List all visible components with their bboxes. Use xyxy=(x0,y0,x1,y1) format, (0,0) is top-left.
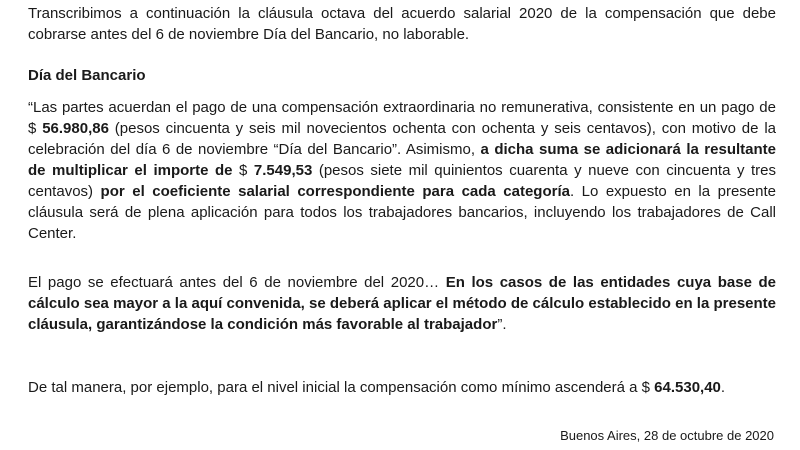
example-amount: 64.530,40 xyxy=(654,379,721,396)
payment-text-2: ”. xyxy=(497,316,507,333)
document-date: Buenos Aires, 28 de octubre de 2020 xyxy=(560,428,774,443)
clause-text-5: . Lo expuesto en la presente cláusula será de plena aplicación para todos los trabajadores bancarios, incluyendo los trabajadores de Call Center. xyxy=(28,183,776,242)
clause-bold-2: por el coeficiente salarial correspondiente para cada categoría xyxy=(100,183,570,200)
clause-paragraph xyxy=(28,97,776,244)
payment-text-1: El pago se efectuará antes del 6 de noviembre del 2020… xyxy=(28,274,446,291)
payment-bold: En los casos de las entidades cuya base de cálculo sea mayor a la aquí convenida, se deberá aplicar el método de cálculo establecido en la presente cláusula, garantizándose la condición más favorable al trabajador xyxy=(28,274,776,333)
intro-paragraph xyxy=(28,3,776,45)
clause-text-2: (pesos cincuenta y seis mil novecientos ochenta con ochenta y seis centavos), con motivo de la celebración del día 6 de noviembre “Día del Bancario”. Asimismo, xyxy=(28,120,776,158)
example-text-1: De tal manera, por ejemplo, para el nivel inicial la compensación como mínimo ascenderá a $ xyxy=(28,379,655,396)
clause-text-1: “Las partes acuerdan el pago de una compensación extraordinaria no remunerativa, consistente en un pago de $ xyxy=(28,99,776,137)
clause-text-3: $ xyxy=(232,162,254,179)
payment-paragraph xyxy=(28,272,776,335)
clause-text-4: (pesos siete mil quinientos cuarenta y nueve con cincuenta y tres centavos) xyxy=(28,162,776,200)
example-paragraph xyxy=(28,377,776,398)
section-title: Día del Bancario xyxy=(28,67,146,84)
example-text-2: . xyxy=(720,379,726,396)
intro-text: Transcribimos a continuación la cláusula octava del acuerdo salarial 2020 de la compensación que debe cobrarse antes del 6 de noviembre Día del Bancario, no laborable. xyxy=(28,5,776,43)
clause-bold-1: a dicha suma se adicionará la resultante de multiplicar el importe de xyxy=(28,141,776,179)
clause-amount-1: 56.980,86 xyxy=(42,120,109,137)
clause-amount-2: 7.549,53 xyxy=(253,162,313,179)
